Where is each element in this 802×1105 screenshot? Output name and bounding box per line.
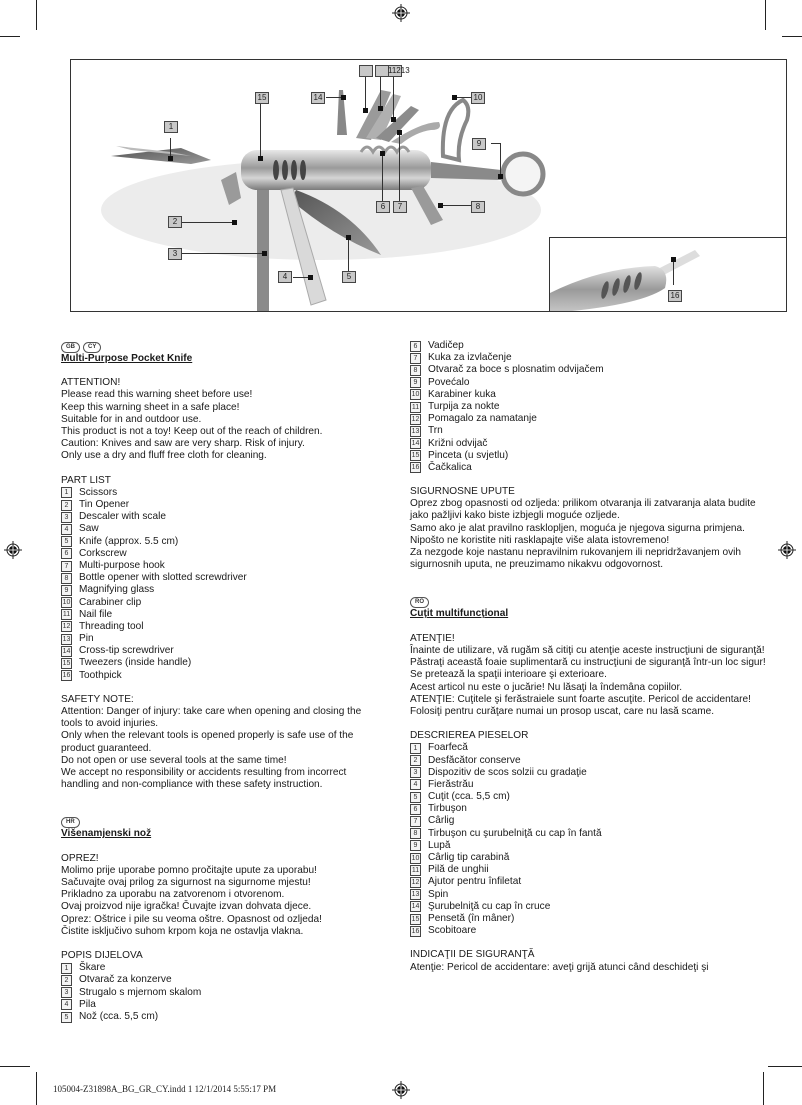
hr-safety-list [410,498,770,571]
ro-attention-list [410,645,770,718]
part-number-box: 13 [411,427,420,435]
leader-line-12 [380,76,381,108]
text-line: Se pretează la spaţii interioare şi exterioare. [410,669,607,681]
part-number-box: 16 [62,672,71,680]
part-name: Pomagalo za namatanje [428,413,537,425]
hr-attention-heading: OPREZ! [61,852,99,864]
part-name: Pila [79,998,96,1010]
callout-label-7: 7 [393,201,407,213]
callout-label-4: 4 [278,271,292,283]
part-number-box: 16 [411,464,420,472]
part-name: Strugalo s mjernom skalom [79,986,202,998]
text-line: ATENŢIE: Cuţitele şi ferăstraiele sunt foarte ascuţite. Pericol de accidentare! [410,693,751,705]
part-name: Multi-purpose hook [79,559,165,571]
ro-safety-heading: INDICAŢII DE SIGURANŢĂ [410,949,535,961]
callout-dot-8 [438,203,443,208]
callout-dot-15 [258,156,263,161]
part-name: Dispozitiv de scos solzii cu gradaţie [428,766,587,778]
leader-line-11 [365,76,366,110]
gb-attention-heading: ATTENTION! [61,377,121,389]
part-name: Fierăstrău [428,778,474,790]
part-number-box: 16 [411,927,420,935]
hr-safety-heading: SIGURNOSNE UPUTE [410,486,515,498]
registration-mark-top-icon [392,4,410,22]
part-name: Magnifying glass [79,584,155,596]
part-list-item [61,560,381,572]
gb-safety-heading: SAFETY NOTE: [61,693,134,705]
leader-line-9b [500,143,501,176]
part-list-item [61,657,381,669]
callout-dot-6 [380,151,385,156]
part-name: Ajutor pentru înfiletat [428,876,522,888]
part-list-item [410,389,770,401]
lang-badge-gb: GB [61,342,80,353]
part-number-box: 14 [62,647,71,655]
part-name: Tin Opener [79,499,130,511]
lang-badge-hr: HR [61,817,80,828]
part-number-box: 12 [411,878,420,886]
part-name: Povećalo [428,376,470,388]
part-list-item [61,670,381,682]
registration-mark-bottom-icon [392,1081,410,1099]
part-list-item [410,340,770,352]
part-number-box: 2 [410,755,421,766]
leader-line-5 [348,236,349,272]
callout-dot-7 [397,130,402,135]
callout-dot-14 [341,95,346,100]
part-list-item [410,425,770,437]
part-number-box: 8 [61,573,72,584]
text-line: Atenţie: Pericol de accidentare: aveţi grijă atunci când deschideţi şi [410,961,709,973]
part-name: Bottle opener with slotted screwdriver [79,572,247,584]
registration-mark-left-icon [4,541,22,559]
text-line: Oprez zbog opasnosti od ozljeda: prilikom otvaranja ili zatvaranja alata budite jako pažljivi kako biste izbjegli moguće ozljede. [410,498,756,522]
part-number-box: 9 [410,377,421,388]
leader-line-7 [399,132,400,201]
callout-label-2: 2 [168,216,182,228]
part-list-item [410,901,770,913]
part-number-box: 7 [410,816,421,827]
part-list-item [61,584,381,596]
leader-line-2 [179,222,235,223]
part-list-item [410,791,770,803]
text-line: Nipošto ne koristite niti rasklapajte više alata istovremeno! [410,534,670,546]
text-line: Oprez: Oštrice i pile su veoma oštre. Opasnost od ozljeda! [61,913,322,925]
text-line: Înainte de utilizare, vă rugăm să citiţi cu atenţie aceste instrucţiuni de siguranţă! [410,644,765,656]
part-list-item [410,828,770,840]
part-list-item [410,913,770,925]
callout-dot-3 [262,251,267,256]
part-number-box: 10 [411,854,420,862]
part-number-box: 2 [61,975,72,986]
part-name: Cârlig [428,815,455,827]
text-line: Acest articol nu este o jucărie! Nu lăsaţi la îndemâna copiilor. [410,681,683,693]
part-number-box: 13 [411,891,420,899]
part-name: Corkscrew [79,547,127,559]
part-name: Descaler with scale [79,511,166,523]
part-number-box: 5 [61,536,72,547]
part-name: Pin [79,633,94,645]
leader-line-15 [260,103,261,158]
part-number-box: 4 [61,999,72,1010]
part-name: Otvarač za konzerve [79,974,172,986]
part-number-box: 10 [62,599,71,607]
part-name: Saw [79,523,99,535]
part-list-item [61,999,381,1011]
part-name: Tweezers (inside handle) [79,657,192,669]
callout-dot-2 [232,220,237,225]
part-list-item [61,548,381,560]
part-number-box: 11 [62,611,71,619]
crop-mark-top-left [36,0,37,30]
part-number-box: 5 [410,792,421,803]
callout-label-5: 5 [342,271,356,283]
part-name: Toothpick [79,669,122,681]
lang-badge-ro: RO [410,597,429,608]
callout-label-10: 10 [471,92,485,104]
part-name: Nail file [79,608,113,620]
part-list-item [410,450,770,462]
part-number-box: 4 [410,779,421,790]
text-line: Za nezgode koje nastanu nepravilnim rukovanjem ili nepridržavanjem ovih sigurnosnih uputa, ne preuzimamo nikakvu odgovornost. [410,547,742,571]
part-name: Knife (approx. 5.5 cm) [79,535,179,547]
part-list-item [61,536,381,548]
part-number-box: 1 [410,743,421,754]
callout-dot-10 [452,95,457,100]
callout-dot-13 [391,117,396,122]
part-list-item [61,1011,381,1023]
crop-mark-top-left-h [0,36,20,37]
ro-safety-list [410,962,770,974]
callout-label-9: 9 [472,138,486,150]
hr-title: Višenamjenski nož [61,828,152,840]
leader-line-3 [179,253,264,254]
gb-language-badges [61,340,381,353]
crop-mark-bottom-left [36,1072,37,1105]
part-name: Cross-tip screwdriver [79,645,174,657]
part-list-item [410,852,770,864]
part-name: Threading tool [79,620,144,632]
callout-label-11 [359,65,373,77]
part-list-item [410,864,770,876]
text-line: Keep this warning sheet in a safe place! [61,401,240,413]
part-name: Lupă [428,839,451,851]
text-line: Only when the relevant tools is opened properly is safe use of the product guaranteed. [61,730,354,754]
part-name: Nož (cca. 5,5 cm) [79,1011,159,1023]
part-list-item [61,633,381,645]
part-list-item [410,438,770,450]
callout-dot-5 [346,235,351,240]
ro-attention-heading: ATENŢIE! [410,632,455,644]
part-number-box: 7 [410,353,421,364]
callout-label-8: 8 [471,201,485,213]
right-column [410,340,770,974]
part-number-box: 13 [62,635,71,643]
crop-mark-bottom-right [763,1072,764,1105]
part-list-item [61,621,381,633]
part-number-box: 1 [61,487,72,498]
part-number-box: 3 [61,987,72,998]
callout-dot-4 [308,275,313,280]
part-number-box: 1 [61,963,72,974]
part-name: Otvarač za boce s plosnatim odvijačem [428,364,604,376]
hr-attention-list [61,865,381,938]
text-line: This product is not a toy! Keep out of the reach of children. [61,426,323,438]
crop-mark-top-right [765,0,766,30]
print-slug: 105004-Z31898A_BG_GR_CY.indd 1 12/1/2014 5:55:17 PM [53,1084,277,1094]
text-line: Sačuvajte ovaj prilog za sigurnost na sigurnome mjestu! [61,877,311,889]
part-name: Scobitoare [428,925,477,937]
part-name: Şurubelniţă cu cap în cruce [428,900,551,912]
part-number-box: 9 [61,585,72,596]
callout-label-15: 15 [255,92,269,104]
part-number-box: 15 [411,915,420,923]
part-number-box: 4 [61,524,72,535]
part-list-item [410,815,770,827]
part-number-box: 14 [411,903,420,911]
part-number-box: 6 [61,548,72,559]
part-name: Turpija za nokte [428,400,500,412]
text-line: Ovaj proizvod nije igračka! Čuvajte izvan dohvata djece. [61,901,312,913]
ro-parts-heading: DESCRIEREA PIESELOR [410,730,529,742]
callout-overlap-label: 11213 [388,66,410,75]
leader-line-6 [382,153,383,201]
part-number-box: 15 [411,452,420,460]
part-name: Tirbuşon [428,803,467,815]
callout-label-3: 3 [168,248,182,260]
part-number-box: 10 [411,391,420,399]
part-list-item [61,609,381,621]
callout-dot-1 [168,156,173,161]
callout-dot-11 [363,108,368,113]
callout-label-16: 16 [668,290,682,302]
part-list-item [61,962,381,974]
hr-language-badges [61,815,381,828]
part-number-box: 14 [411,440,420,448]
part-number-box: 12 [411,415,420,423]
part-name: Desfăcător conserve [428,754,521,766]
hr-parts-list-part1 [61,962,381,1023]
part-name: Karabiner kuka [428,388,496,400]
part-number-box: 11 [411,403,420,411]
part-list-item [61,499,381,511]
leader-line-13 [393,76,394,119]
text-line: Do not open or use several tools at the same time! [61,754,287,766]
text-line: Suitable for in and outdoor use. [61,413,202,425]
crop-mark-top-right-h [782,36,802,37]
gb-title: Multi-Purpose Pocket Knife [61,353,193,364]
part-list-item [61,987,381,999]
part-name: Škare [79,962,106,974]
ro-title: Cuţit multifuncţional [410,608,509,620]
part-name: Kuka za izvlačenje [428,352,512,364]
part-list-item [410,767,770,779]
text-line: Caution: Knives and saw are very sharp. Risk of injury. [61,438,305,450]
part-list-item [61,523,381,535]
text-line: Only use a dry and fluff free cloth for cleaning. [61,450,267,462]
part-number-box: 8 [410,828,421,839]
callout-label-14: 14 [311,92,325,104]
hr-parts-list-part2 [410,340,770,474]
part-list-item [61,487,381,499]
registration-mark-right-icon [778,541,796,559]
part-list-item [61,572,381,584]
hr-parts-heading: POPIS DIJELOVA [61,950,143,962]
part-list-item [410,779,770,791]
part-name: Scissors [79,486,118,498]
text-line: Samo ako je alat pravilno rasklopljen, moguća je njegova sigurna primjena. [410,522,745,534]
part-list-item [410,803,770,815]
text-line: Folosiţi pentru curăţare numai un prosop uscat, care nu lasă scame. [410,705,715,717]
ro-parts-list [410,742,770,937]
part-name: Čačkalica [428,461,472,473]
part-name: Tirbuşon cu şurubelniţă cu cap în fantă [428,827,602,839]
part-list-item [410,462,770,474]
callout-dot-9 [498,174,503,179]
part-list-item [61,597,381,609]
left-column [61,340,381,1023]
text-line: Please read this warning sheet before use! [61,389,253,401]
part-list-item [410,742,770,754]
callout-label-12 [375,65,389,77]
text-line: Prikladno za uporabu na zatvorenom i otvorenom. [61,889,285,901]
part-number-box: 8 [410,365,421,376]
text-line: Attention: Danger of injury: take care when opening and closing the tools to avoid injuries. [61,706,362,730]
part-number-box: 5 [61,1012,72,1023]
part-list-item [410,413,770,425]
part-name: Pensetă (în mâner) [428,912,515,924]
text-line: Păstraţi această foaie suplimentară cu instrucţiuni de siguranţă într-un loc sigur! [410,657,766,669]
part-number-box: 15 [62,660,71,668]
part-name: Trn [428,425,443,437]
crop-mark-bottom-right-h [768,1066,802,1067]
gb-parts-list [61,487,381,682]
part-list-item [410,755,770,767]
part-list-item [410,876,770,888]
part-number-box: 7 [61,561,72,572]
leader-line-8 [440,205,472,206]
part-name: Pilă de unghii [428,864,489,876]
part-list-item [410,401,770,413]
text-line: Molimo prije uporabe pomno pročitajte upute za uporabu! [61,864,317,876]
part-number-box: 6 [410,804,421,815]
gb-attention-list [61,389,381,462]
lang-badge-cy: CY [83,342,101,353]
part-number-box: 11 [411,866,420,874]
part-list-item [410,352,770,364]
part-name: Pinceta (u svjetlu) [428,449,509,461]
part-list-item [410,889,770,901]
ro-language-badges [410,595,770,608]
part-number-box: 6 [410,341,421,352]
part-list-item [61,511,381,523]
callout-dot-12 [378,106,383,111]
part-name: Foarfecă [428,742,468,754]
part-list-item [410,840,770,852]
part-number-box: 9 [410,840,421,851]
part-name: Carabiner clip [79,596,142,608]
callout-label-6: 6 [376,201,390,213]
part-list-item [410,364,770,376]
part-name: Cuţit (cca. 5,5 cm) [428,791,510,803]
part-number-box: 12 [62,623,71,631]
part-name: Vadičep [428,340,464,351]
gb-safety-list [61,706,381,791]
part-number-box: 3 [61,512,72,523]
part-name: Cârlig tip carabină [428,852,510,863]
part-number-box: 2 [61,500,72,511]
part-list-item [61,974,381,986]
leader-line-10 [456,97,472,98]
text-line: Čistite isključivo suhom krpom koja ne ostavlja vlakna. [61,925,304,937]
gb-parts-heading: PART LIST [61,474,111,486]
part-name: Križni odvijač [428,437,488,449]
callout-label-1: 1 [164,121,178,133]
text-line: We accept no responsibility or accidents resulting from incorrect handling and non-compliance with these safety instruction. [61,767,347,791]
part-list-item [61,645,381,657]
crop-mark-bottom-left-h [0,1066,30,1067]
part-list-item [410,925,770,937]
part-name: Spin [428,888,449,900]
part-list-item [410,377,770,389]
part-number-box: 3 [410,767,421,778]
